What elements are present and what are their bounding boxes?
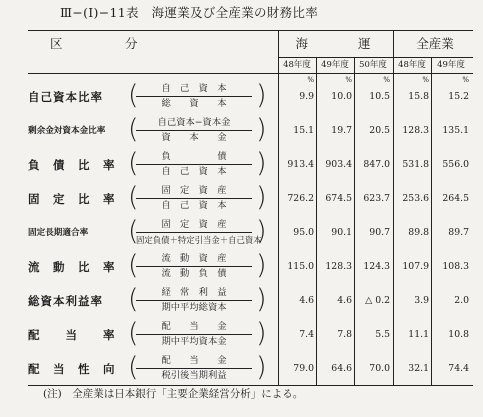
formula-numerator: 配 当 金 [136,354,252,369]
ratio-formula [136,82,252,112]
row-label: 固定長期適合率 [28,228,89,238]
table-row [28,182,473,216]
value-cell: 4.6 [337,295,352,306]
value-cell: 5.5 [375,329,390,340]
value-cell: 10.0 [331,91,352,102]
formula-numerator: 固 定 資 産 [136,218,252,233]
left-paren: ( [128,182,139,213]
header-kaiun: 海 運 [295,36,371,51]
table-title: Ⅲ−(Ⅰ)−11表 海運業及び全産業の財務比率 [60,5,318,20]
ratio-formula [136,252,252,282]
row-label: 自己資本比率 [28,90,103,104]
value-cell: 7.8 [337,329,352,340]
ratio-formula [136,354,252,384]
ratio-formula [136,150,252,180]
right-paren: ) [256,284,267,315]
left-paren: ( [128,216,139,247]
left-paren: ( [128,80,139,111]
formula-denominator: 自 己 資 本 [161,200,227,211]
value-cell: 128.3 [402,125,429,136]
value-cell: 107.9 [402,261,429,272]
table-row [28,80,473,114]
formula-numerator: 負 債 [136,150,252,165]
row-label: 剰余金対資本金比率 [28,126,106,136]
unit-label: % [383,76,390,84]
value-cell: △ 0.2 [365,295,390,306]
formula-denominator: 総 資 本 [161,98,227,109]
value-cell: 90.1 [331,227,352,238]
row-label: 配 当 性 向 [28,362,116,376]
value-cell: 89.7 [448,227,469,238]
year-header: 50年度 [359,60,387,70]
ratio-formula [136,218,262,248]
value-cell: 115.0 [287,261,314,272]
value-cell: 135.1 [442,125,469,136]
unit-label: % [307,76,314,84]
formula-denominator: 税引後当期利益 [161,370,227,381]
value-cell: 89.8 [408,227,429,238]
value-cell: 556.0 [442,159,469,170]
value-cell: 11.1 [408,329,429,340]
value-cell: 2.0 [454,295,469,306]
table-row [28,284,473,318]
row-label: 負 債 比 率 [28,158,116,172]
right-paren: ) [256,318,267,349]
value-cell: 3.9 [414,295,429,306]
value-cell: 674.5 [325,193,352,204]
formula-numerator: 自己資本−資本金 [136,116,252,131]
right-paren: ) [256,216,267,247]
value-cell: 15.2 [448,91,469,102]
left-paren: ( [128,114,139,145]
right-paren: ) [256,250,267,281]
unit-label: % [462,76,469,84]
value-cell: 903.4 [325,159,352,170]
formula-numerator: 固 定 資 産 [136,184,252,199]
year-header: 48年度 [398,60,426,70]
unit-label: % [422,76,429,84]
row-label: 配 当 率 [28,328,116,342]
value-cell: 913.4 [287,159,314,170]
value-cell: 623.7 [363,193,390,204]
row-label: 流 動 比 率 [28,260,116,274]
value-cell: 847.0 [363,159,390,170]
header-zensangyo: 全産業 [416,36,454,51]
value-cell: 128.3 [325,261,352,272]
table-row [28,148,473,182]
value-cell: 70.0 [369,363,390,374]
value-cell: 10.5 [369,91,390,102]
table-row [28,250,473,284]
right-paren: ) [256,114,267,145]
right-paren: ) [256,352,267,383]
unit-label: % [345,76,352,84]
value-cell: 79.0 [293,363,314,374]
right-paren: ) [256,80,267,111]
header-rule [278,57,473,58]
value-cell: 9.9 [299,91,314,102]
formula-numerator: 配 当 金 [136,320,252,335]
row-label: 固 定 比 率 [28,192,116,206]
value-cell: 726.2 [287,193,314,204]
year-header: 49年度 [437,60,465,70]
header-kubun: 区 分 [50,36,138,51]
ratio-formula [136,286,252,316]
value-cell: 90.7 [369,227,390,238]
value-cell: 264.5 [442,193,469,204]
value-cell: 32.1 [408,363,429,374]
value-cell: 7.4 [299,329,314,340]
value-cell: 64.6 [331,363,352,374]
left-paren: ( [128,352,139,383]
header-bottom-rule [28,73,473,74]
row-label: 総資本利益率 [28,294,103,308]
formula-denominator: 流 動 負 債 [161,268,227,279]
right-paren: ) [256,182,267,213]
formula-numerator: 経 常 利 益 [136,286,252,301]
left-paren: ( [128,148,139,179]
formula-denominator: 期中平均総資本 [161,302,227,313]
value-cell: 74.4 [448,363,469,374]
value-cell: 108.3 [442,261,469,272]
ratio-formula [136,184,252,214]
formula-denominator: 自 己 資 本 [161,166,227,177]
value-cell: 124.3 [363,261,390,272]
value-cell: 253.6 [402,193,429,204]
formula-denominator: 期中平均資本金 [161,336,227,347]
formula-denominator: 資 本 金 [161,132,227,143]
formula-numerator: 自 己 資 本 [136,82,252,97]
footnote: (注) 全産業は日本銀行「主要企業経営分析」による。 [43,388,304,400]
left-paren: ( [128,250,139,281]
left-paren: ( [128,284,139,315]
formula-denominator: 固定負債＋特定引当金＋自己資本 [136,235,262,245]
table-row [28,216,473,250]
left-paren: ( [128,318,139,349]
year-header: 48年度 [283,60,311,70]
ratio-formula [136,116,252,146]
value-cell: 15.8 [408,91,429,102]
financial-ratio-table [28,30,473,386]
value-cell: 4.6 [299,295,314,306]
value-cell: 15.1 [293,125,314,136]
right-paren: ) [256,148,267,179]
year-header: 49年度 [321,60,349,70]
value-cell: 20.5 [369,125,390,136]
ratio-formula [136,320,252,350]
value-cell: 10.8 [448,329,469,340]
table-row [28,318,473,352]
formula-numerator: 流 動 資 産 [136,252,252,267]
table-row [28,352,473,386]
value-cell: 19.7 [331,125,352,136]
table-row [28,114,473,148]
value-cell: 531.8 [402,159,429,170]
value-cell: 95.0 [293,227,314,238]
